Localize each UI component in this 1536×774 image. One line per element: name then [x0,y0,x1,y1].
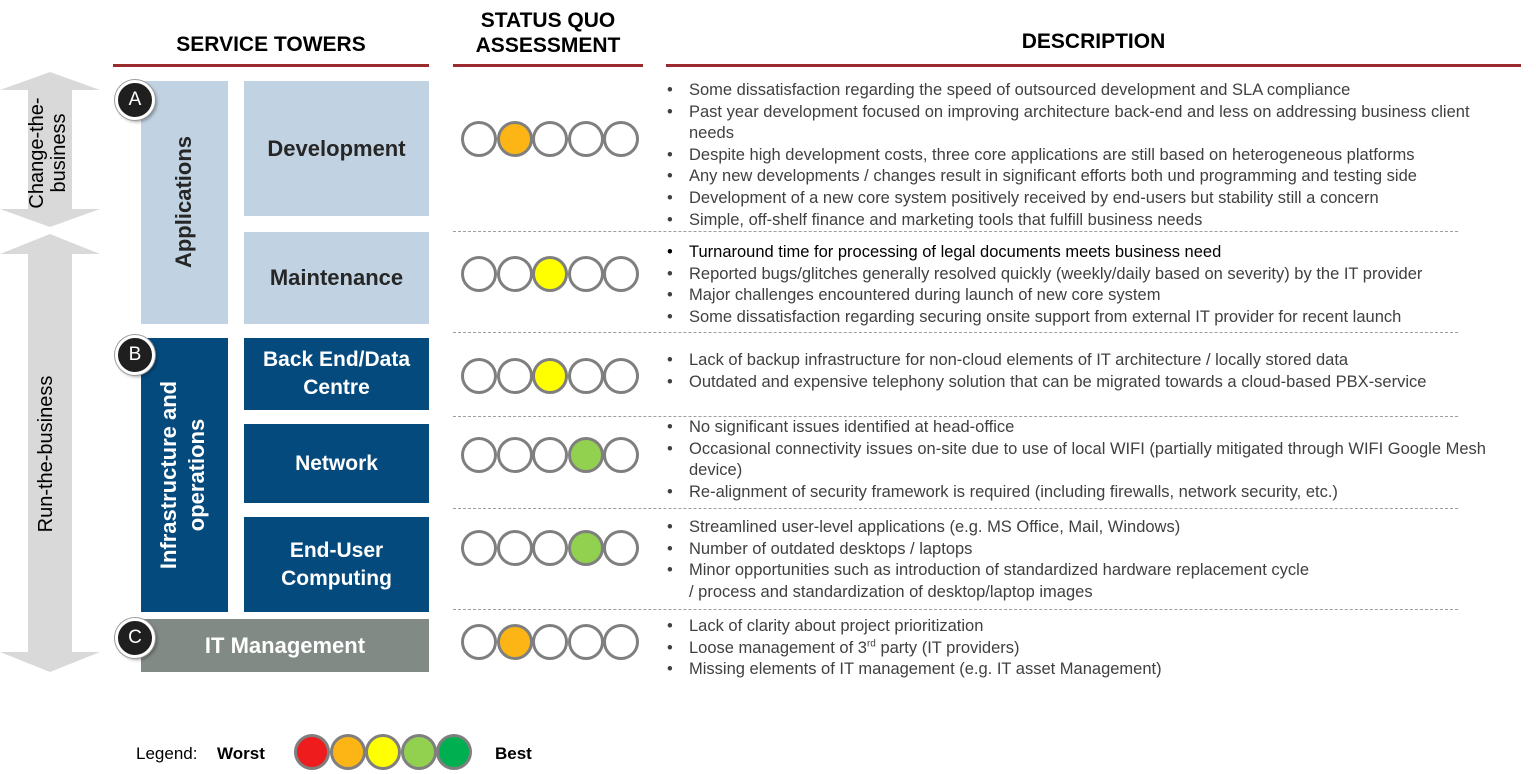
list-item: • Development of a new core system positively received by end-users but stability still a concern [666,188,1516,210]
description-development [666,80,1516,231]
legend-best-label: Best [495,744,532,763]
header-description: DESCRIPTION [1021,30,1166,53]
list-item: • Lack of backup infrastructure for non-cloud elements of IT architecture / locally stored data [666,350,1516,372]
run-business-label: Run-the-business [35,375,57,533]
list-item: • Re-alignment of security framework is required (including firewalls, network security, etc.) [666,482,1516,504]
rating-circle-2 [497,121,533,157]
rating-circle-1 [461,358,497,394]
list-item: • Streamlined user-level applications (e.g. MS Office, Mail, Windows) [666,517,1516,539]
legend-circle-3 [365,734,401,770]
description-it-management [666,616,1516,681]
rating-circle-4 [568,358,604,394]
header-underline-towers [113,64,429,67]
legend-circle-1 [294,734,330,770]
rating-development [461,121,639,157]
list-item: • No significant issues identified at head-office [666,417,1516,439]
group-a-badge: A [115,80,155,120]
header-service-towers: SERVICE TOWERS [176,33,366,56]
list-item: • Occasional connectivity issues on-site due to use of local WIFI (partially mitigated through WIFI Google Mesh device) [666,439,1516,482]
header-status-line2: ASSESSMENT [475,34,621,57]
group-c-badge: C [115,618,155,658]
list-item: • Some dissatisfaction regarding securing onsite support from external IT provider for recent launch [666,307,1516,329]
list-item: • Some dissatisfaction regarding the speed of outsourced development and SLA compliance [666,80,1516,102]
rating-circle-2 [497,437,533,473]
applications-group-label: Applications [171,136,196,269]
row-divider [453,508,1458,509]
rating-circle-3 [532,530,568,566]
rating-circle-2 [497,256,533,292]
rating-circle-3 [532,437,568,473]
tower-maintenance: Maintenance [244,232,429,324]
rating-circle-5 [603,530,639,566]
list-item: • Missing elements of IT management (e.g. IT asset Management) [666,659,1516,681]
tower-it-management: IT Management [141,619,429,672]
legend-scale [294,734,472,770]
legend-circle-5 [436,734,472,770]
rating-circle-5 [603,437,639,473]
infrastructure-group-label: Infrastructure and operations [156,380,209,570]
tower-network: Network [244,424,429,503]
tower-back-end-data-centre: Back End/Data Centre [244,338,429,410]
rating-circle-3 [532,256,568,292]
list-item: • Number of outdated desktops / laptops [666,539,1516,561]
rating-circle-3 [532,358,568,394]
rating-circle-1 [461,256,497,292]
description-back-end-data-centre [666,350,1516,393]
list-item: • Simple, off-shelf finance and marketing tools that fulfill business needs [666,210,1516,232]
rating-end-user-computing [461,530,639,566]
rating-circle-1 [461,530,497,566]
rating-circle-5 [603,256,639,292]
description-maintenance [666,242,1516,328]
header-underline-status [453,64,643,67]
list-item: • Outdated and expensive telephony solution that can be migrated towards a cloud-based PBX-service [666,372,1516,394]
change-business-label: Change-the- business [26,97,70,209]
list-item: • Past year development focused on improving architecture back-end and less on addressing business client needs [666,102,1516,145]
rating-circle-4 [568,121,604,157]
description-network [666,417,1516,503]
rating-circle-2 [497,624,533,660]
legend-label: Legend: [136,744,198,763]
row-divider [453,231,1458,232]
legend-circle-2 [330,734,366,770]
row-divider [453,332,1458,333]
legend-circle-4 [401,734,437,770]
description-end-user-computing [666,517,1516,603]
rating-network [461,437,639,473]
header-status-quo [453,8,643,58]
rating-back-end-data-centre [461,358,639,394]
rating-circle-3 [532,624,568,660]
rating-circle-5 [603,121,639,157]
rating-circle-5 [603,624,639,660]
tower-end-user-computing: End-User Computing [244,517,429,612]
list-item: • Major challenges encountered during launch of new core system [666,285,1516,307]
rating-circle-5 [603,358,639,394]
list-item: • Turnaround time for processing of legal documents meets business need [666,242,1516,264]
rating-circle-1 [461,437,497,473]
list-item: • Any new developments / changes result in significant efforts both und programming and testing side [666,166,1516,188]
rating-circle-2 [497,358,533,394]
rating-circle-2 [497,530,533,566]
rating-circle-4 [568,624,604,660]
rating-circle-4 [568,256,604,292]
list-item: • Reported bugs/glitches generally resolved quickly (weekly/daily based on severity) by the IT provider [666,264,1516,286]
group-b-badge: B [115,335,155,375]
list-item: • Despite high development costs, three core applications are still based on heterogeneous platforms [666,145,1516,167]
rating-maintenance [461,256,639,292]
header-underline-description [666,64,1521,67]
rating-circle-4 [568,530,604,566]
legend-worst-label: Worst [217,744,265,763]
rating-circle-3 [532,121,568,157]
list-item: • Lack of clarity about project prioritization [666,616,1516,638]
tower-development: Development [244,81,429,216]
header-status-line1: STATUS QUO [480,9,616,32]
list-item: • Loose management of 3rd party (IT providers) [666,638,1516,660]
rating-circle-4 [568,437,604,473]
rating-it-management [461,624,639,660]
rating-circle-1 [461,121,497,157]
rating-circle-1 [461,624,497,660]
list-item: • Minor opportunities such as introduction of standardized hardware replacement cycle / process and standardization of desktop/laptop images [666,560,1516,603]
row-divider [453,609,1458,610]
